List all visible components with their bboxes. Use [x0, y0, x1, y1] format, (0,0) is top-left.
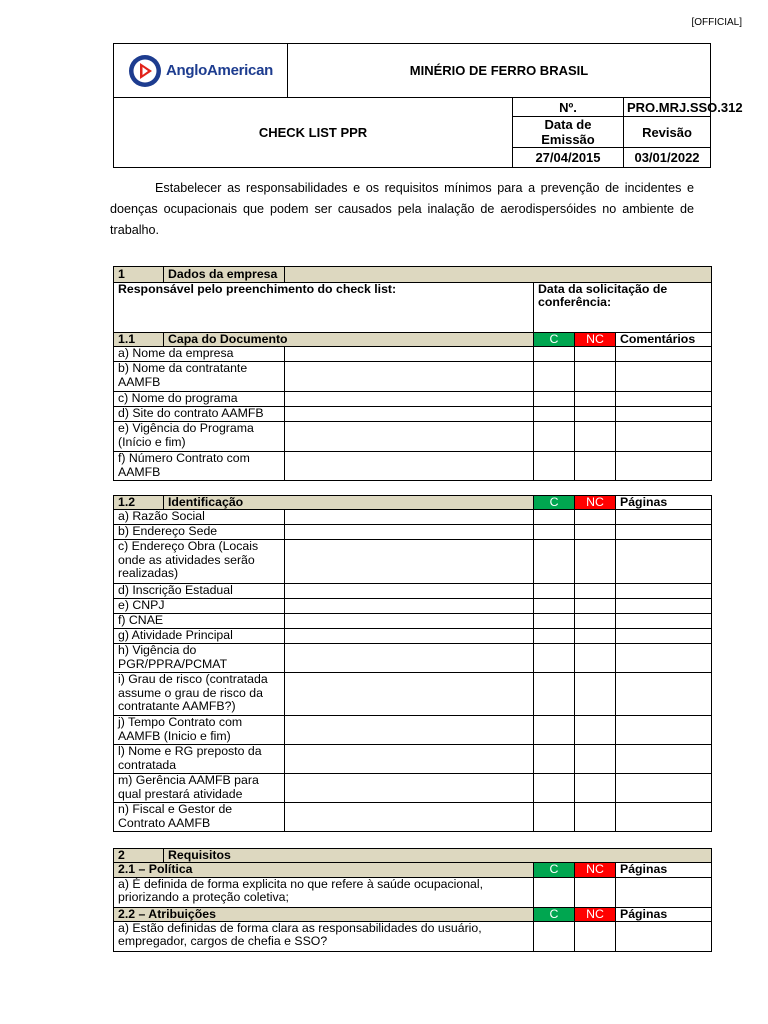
- company-title: MINÉRIO DE FERRO BRASIL: [288, 44, 711, 98]
- identification-nc-cell[interactable]: [575, 584, 616, 599]
- capa-extra-cell[interactable]: [616, 392, 712, 407]
- identification-nc-header: NC: [575, 496, 616, 510]
- capa-item-label: a) Nome da empresa: [114, 347, 285, 362]
- identification-row: [114, 629, 712, 644]
- capa-item-label: b) Nome da contratante AAMFB: [114, 362, 285, 392]
- capa-row: [114, 347, 712, 362]
- capa-value-cell[interactable]: [285, 422, 534, 452]
- identification-extra-cell[interactable]: [616, 599, 712, 614]
- identification-c-cell[interactable]: [534, 525, 575, 540]
- identification-value-cell[interactable]: [285, 803, 534, 832]
- capa-row: [114, 362, 712, 392]
- capa-header: [114, 333, 712, 347]
- atribuicoes-header: [114, 907, 712, 921]
- identification-item-label: g) Atividade Principal: [114, 629, 285, 644]
- capa-row: [114, 422, 712, 452]
- politica-row: [114, 877, 712, 907]
- identification-item-label: i) Grau de risco (contratada assume o grau de risco da contratante AAMFB?): [114, 673, 285, 716]
- capa-extra-cell[interactable]: [616, 362, 712, 392]
- politica-pages-cell[interactable]: [616, 877, 712, 907]
- identification-extra-cell[interactable]: [616, 614, 712, 629]
- capa-nc-cell[interactable]: [575, 347, 616, 362]
- capa-extra-cell[interactable]: [616, 422, 712, 452]
- identification-nc-cell[interactable]: [575, 540, 616, 584]
- identification-c-cell[interactable]: [534, 614, 575, 629]
- atribuicoes-nc-cell[interactable]: [575, 921, 616, 951]
- identification-nc-cell[interactable]: [575, 525, 616, 540]
- identification-nc-cell[interactable]: [575, 510, 616, 525]
- identification-item-label: l) Nome e RG preposto da contratada: [114, 745, 285, 774]
- identification-row: [114, 774, 712, 803]
- revision-value: 03/01/2022: [624, 148, 711, 168]
- issue-date-value: 27/04/2015: [513, 148, 624, 168]
- identification-c-cell[interactable]: [534, 803, 575, 832]
- identification-title: Identificação: [164, 496, 534, 510]
- atribuicoes-row: [114, 921, 712, 951]
- identification-c-cell[interactable]: [534, 629, 575, 644]
- politica-c-header: C: [534, 863, 575, 877]
- capa-extra-cell[interactable]: [616, 452, 712, 481]
- identification-row: [114, 540, 712, 584]
- capa-c-cell[interactable]: [534, 422, 575, 452]
- identification-extra-cell[interactable]: [616, 803, 712, 832]
- capa-item-label: f) Número Contrato com AAMFB: [114, 452, 285, 481]
- logo-cell: [114, 44, 288, 98]
- identification-c-cell[interactable]: [534, 644, 575, 673]
- identification-row: [114, 673, 712, 716]
- identification-nc-cell[interactable]: [575, 673, 616, 716]
- capa-row: [114, 407, 712, 422]
- atribuicoes-c-cell[interactable]: [534, 921, 575, 951]
- capa-nc-header: NC: [575, 333, 616, 347]
- identification-row: [114, 644, 712, 673]
- identification-item-label: c) Endereço Obra (Locais onde as atividades serão realizadas): [114, 540, 285, 584]
- atribuicoes-c-header: C: [534, 907, 575, 921]
- identification-row: [114, 614, 712, 629]
- document-title: CHECK LIST PPR: [114, 98, 513, 168]
- issue-date-label: Data de Emissão: [513, 117, 624, 148]
- request-date-label: Data da solicitação de conferência:: [534, 283, 712, 333]
- politica-header: [114, 863, 712, 877]
- number-label: Nº.: [513, 98, 624, 117]
- atribuicoes-pages-header: Páginas: [616, 907, 712, 921]
- section-1-number: 1: [114, 267, 164, 283]
- capa-extra-cell[interactable]: [616, 347, 712, 362]
- identification-c-cell[interactable]: [534, 716, 575, 745]
- capa-number: 1.1: [114, 333, 164, 347]
- identification-c-header: C: [534, 496, 575, 510]
- capa-item-label: d) Site do contrato AAMFB: [114, 407, 285, 422]
- document-header: [113, 43, 743, 168]
- atribuicoes-nc-header: NC: [575, 907, 616, 921]
- identification-header: [114, 496, 712, 510]
- identification-nc-cell[interactable]: [575, 745, 616, 774]
- identification-c-cell[interactable]: [534, 584, 575, 599]
- responsible-label: Responsável pelo preenchimento do check list:: [114, 283, 534, 333]
- identification-extra-cell[interactable]: [616, 673, 712, 716]
- capa-title: Capa do Documento: [164, 333, 534, 347]
- anglo-american-emblem-icon: [128, 54, 162, 88]
- capa-nc-cell[interactable]: [575, 392, 616, 407]
- identification-row: [114, 745, 712, 774]
- identification-value-cell[interactable]: [285, 540, 534, 584]
- identification-row: [114, 510, 712, 525]
- identification-c-cell[interactable]: [534, 510, 575, 525]
- intro-paragraph: Estabelecer as responsabilidades e os requisitos mínimos para a prevenção de incidentes e doenças ocupacionais que podem ser causados pela inalação de aerodispersóides no ambiente de trabalho.: [110, 181, 694, 237]
- identification-value-cell[interactable]: [285, 644, 534, 673]
- capa-row: [114, 392, 712, 407]
- section-1-header: [114, 267, 712, 283]
- capa-value-cell[interactable]: [285, 407, 534, 422]
- logo-wordmark: AngloAmerican: [166, 62, 273, 79]
- identification-extra-cell[interactable]: [616, 540, 712, 584]
- identification-value-cell[interactable]: [285, 629, 534, 644]
- section-1-table: [113, 266, 712, 481]
- capa-c-cell[interactable]: [534, 407, 575, 422]
- identification-extra-cell[interactable]: [616, 644, 712, 673]
- politica-requirement: a) É definida de forma explicita no que refere à saúde ocupacional, priorizando a proteção coletiva;: [114, 877, 534, 907]
- identification-value-cell[interactable]: [285, 584, 534, 599]
- section-2-header: [114, 849, 712, 863]
- identification-c-cell[interactable]: [534, 745, 575, 774]
- identification-table: [113, 495, 712, 832]
- capa-c-header: C: [534, 333, 575, 347]
- capa-item-label: c) Nome do programa: [114, 392, 285, 407]
- identification-c-cell[interactable]: [534, 774, 575, 803]
- politica-nc-header: NC: [575, 863, 616, 877]
- identification-number: 1.2: [114, 496, 164, 510]
- capa-value-cell[interactable]: [285, 392, 534, 407]
- capa-c-cell[interactable]: [534, 452, 575, 481]
- identification-item-label: n) Fiscal e Gestor de Contrato AAMFB: [114, 803, 285, 832]
- identification-value-cell[interactable]: [285, 614, 534, 629]
- identification-row: [114, 525, 712, 540]
- capa-c-cell[interactable]: [534, 362, 575, 392]
- identification-item-label: h) Vigência do PGR/PPRA/PCMAT: [114, 644, 285, 673]
- politica-nc-cell[interactable]: [575, 877, 616, 907]
- identification-c-cell[interactable]: [534, 540, 575, 584]
- identification-extra-cell[interactable]: [616, 584, 712, 599]
- identification-extra-cell[interactable]: [616, 629, 712, 644]
- capa-nc-cell[interactable]: [575, 422, 616, 452]
- identification-row: [114, 584, 712, 599]
- identification-nc-cell[interactable]: [575, 614, 616, 629]
- capa-value-cell[interactable]: [285, 362, 534, 392]
- identification-item-label: b) Endereço Sede: [114, 525, 285, 540]
- identification-item-label: d) Inscrição Estadual: [114, 584, 285, 599]
- atribuicoes-requirement: a) Estão definidas de forma clara as responsabilidades do usuário, empregador, cargos de chefia e SSO?: [114, 921, 534, 951]
- capa-c-cell[interactable]: [534, 347, 575, 362]
- capa-value-cell[interactable]: [285, 452, 534, 481]
- identification-row: [114, 716, 712, 745]
- capa-nc-cell[interactable]: [575, 407, 616, 422]
- identification-nc-cell[interactable]: [575, 774, 616, 803]
- atribuicoes-pages-cell[interactable]: [616, 921, 712, 951]
- identification-value-cell[interactable]: [285, 716, 534, 745]
- identification-extra-cell[interactable]: [616, 745, 712, 774]
- capa-nc-cell[interactable]: [575, 452, 616, 481]
- identification-row: [114, 803, 712, 832]
- revision-label: Revisão: [624, 117, 711, 148]
- capa-item-label: e) Vigência do Programa (Início e fim): [114, 422, 285, 452]
- identification-nc-cell[interactable]: [575, 803, 616, 832]
- section-2-table: [113, 848, 712, 952]
- identification-item-label: m) Gerência AAMFB para qual prestará atividade: [114, 774, 285, 803]
- anglo-american-logo: [117, 54, 284, 88]
- identification-item-label: a) Razão Social: [114, 510, 285, 525]
- politica-c-cell[interactable]: [534, 877, 575, 907]
- identification-value-cell[interactable]: [285, 673, 534, 716]
- identification-nc-cell[interactable]: [575, 716, 616, 745]
- capa-value-cell[interactable]: [285, 347, 534, 362]
- capa-c-cell[interactable]: [534, 392, 575, 407]
- identification-pages-header: Páginas: [616, 496, 712, 510]
- identification-c-cell[interactable]: [534, 673, 575, 716]
- identification-item-label: e) CNPJ: [114, 599, 285, 614]
- identification-value-cell[interactable]: [285, 525, 534, 540]
- section-1-title: Dados da empresa: [164, 267, 285, 283]
- identification-extra-cell[interactable]: [616, 716, 712, 745]
- identification-value-cell[interactable]: [285, 599, 534, 614]
- capa-row: [114, 452, 712, 481]
- document-number: PRO.MRJ.SSO.312: [624, 98, 711, 117]
- identification-nc-cell[interactable]: [575, 644, 616, 673]
- capa-nc-cell[interactable]: [575, 362, 616, 392]
- identification-nc-cell[interactable]: [575, 599, 616, 614]
- section-2-title: Requisitos: [164, 849, 712, 863]
- capa-comments-header: Comentários: [616, 333, 712, 347]
- identification-extra-cell[interactable]: [616, 774, 712, 803]
- identification-extra-cell[interactable]: [616, 525, 712, 540]
- politica-pages-header: Páginas: [616, 863, 712, 877]
- identification-value-cell[interactable]: [285, 745, 534, 774]
- identification-value-cell[interactable]: [285, 510, 534, 525]
- identification-item-label: f) CNAE: [114, 614, 285, 629]
- section-2-number: 2: [114, 849, 164, 863]
- politica-title: 2.1 – Política: [114, 863, 534, 877]
- identification-nc-cell[interactable]: [575, 629, 616, 644]
- identification-row: [114, 599, 712, 614]
- identification-value-cell[interactable]: [285, 774, 534, 803]
- capa-extra-cell[interactable]: [616, 407, 712, 422]
- identification-extra-cell[interactable]: [616, 510, 712, 525]
- identification-item-label: j) Tempo Contrato com AAMFB (Inicio e fim): [114, 716, 285, 745]
- atribuicoes-title: 2.2 – Atribuições: [114, 907, 534, 921]
- classification-label: [OFFICIAL]: [691, 17, 742, 28]
- identification-c-cell[interactable]: [534, 599, 575, 614]
